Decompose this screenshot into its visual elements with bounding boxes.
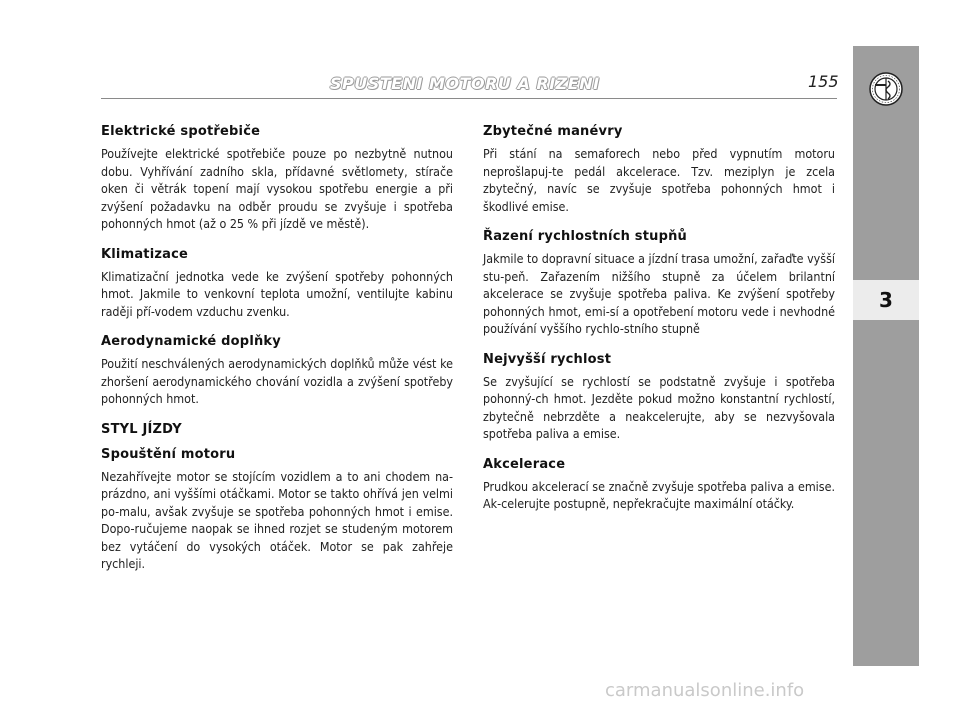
section-text: Použití neschválených aerodynamických doplňků může vést ke zhoršení aerodynamického chování vozidla a zvýšení spotřeby pohonných hmot. bbox=[101, 356, 453, 406]
section-heading: Aerodynamické doplňky bbox=[101, 334, 281, 349]
section-air-conditioning bbox=[101, 247, 453, 321]
section-text: Klimatizační jednotka vede ke zvýšení spotřeby pohonných hmot. Jakmile to venkovní teplota umožní, ventilujte kabinu raději pří-vodem vzduchu zvenku. bbox=[101, 268, 453, 319]
watermark-text: carmanualsonline.info bbox=[605, 680, 805, 701]
section-text: Jakmile to dopravní situace a jízdní trasa umožní, zařaďte vyšší stu-peň. Zařazením nižšího stupně za účelem brilantní akcelerace se zvyšuje spotřeba paliva. Ke zvýšení spotřeby pohonných hmot, emi-sí a opotřebení motoru vede i nevhodné používání vyššího rychlo-stního stupně bbox=[483, 251, 835, 336]
section-text: Nezahřívejte motor se stojícím vozidlem a to ani chodem na-prázdno, ani vyššími otáčkami. Motor se takto ohřívá jen velmi po-malu, avšak zvyšuje se spotřeba pohonných hmot i emise. Dopo-ručujeme naopak se ihned rozjet se studeným motorem bez vytáčení do vysokých otáček. Motor se pak zahřeje rychleji. bbox=[101, 468, 453, 571]
section-top-speed bbox=[483, 352, 835, 443]
section-electrical-consumers bbox=[101, 124, 453, 233]
section-heading: Akcelerace bbox=[483, 456, 566, 472]
page-number: 155 bbox=[808, 72, 839, 91]
section-text: Při stání na semaforech nebo před vypnutím motoru neprošlapuj-te pedál akcelerace. Tzv. meziplyn je zcela zbytečný, navíc se zvyšuje spotřeba pohonných hmot i škodlivé emise. bbox=[483, 146, 835, 214]
section-engine-start bbox=[101, 447, 453, 573]
section-unnecessary-maneuvers bbox=[483, 124, 835, 215]
section-heading: Nejvyšší rychlost bbox=[483, 351, 612, 367]
page-header-title: SPUSTENI MOTORU A RIZENI bbox=[330, 74, 600, 93]
left-column bbox=[101, 124, 453, 587]
right-column bbox=[483, 124, 835, 527]
major-heading-driving-style: STYL JÍZDY bbox=[101, 421, 182, 437]
section-heading: Řazení rychlostních stupňů bbox=[483, 229, 688, 244]
section-heading: Klimatizace bbox=[101, 246, 189, 262]
section-heading: Spouštění motoru bbox=[101, 446, 236, 462]
section-acceleration bbox=[483, 457, 835, 513]
section-text: Se zvyšující se rychlostí se podstatně zvyšuje i spotřeba pohonný-ch hmot. Jezděte pokud možno konstantní rychlostí, zbytečně nebrzděte a neakcelerujte, aby se nezvyšovala spotřeba paliva a emise. bbox=[483, 373, 835, 441]
alfa-romeo-logo-icon bbox=[869, 72, 903, 106]
chapter-number-tab[interactable]: 3 bbox=[853, 280, 919, 320]
section-text: Prudkou akcelerací se značně zvyšuje spotřeba paliva a emise. Ak-celerujte postupně, nepřekračujte maximální otáčky. bbox=[483, 478, 835, 511]
section-gear-shifting bbox=[483, 229, 835, 338]
section-heading: Elektrické spotřebiče bbox=[101, 124, 261, 139]
section-aerodynamic-accessories bbox=[101, 334, 453, 408]
chapter-side-tab bbox=[853, 46, 919, 666]
header-divider bbox=[101, 98, 837, 99]
section-heading: Zbytečné manévry bbox=[483, 124, 623, 139]
section-text: Používejte elektrické spotřebiče pouze po nezbytně nutnou dobu. Vyhřívání zadního skla, přídavné světlomety, stírače oken či větrák topení mají vysokou spotřebu energie a při zvýšení požadavku na odběr proudu se zvyšuje i spotřeba pohonných hmot (až o 25 % při jízdě ve městě). bbox=[101, 146, 453, 231]
